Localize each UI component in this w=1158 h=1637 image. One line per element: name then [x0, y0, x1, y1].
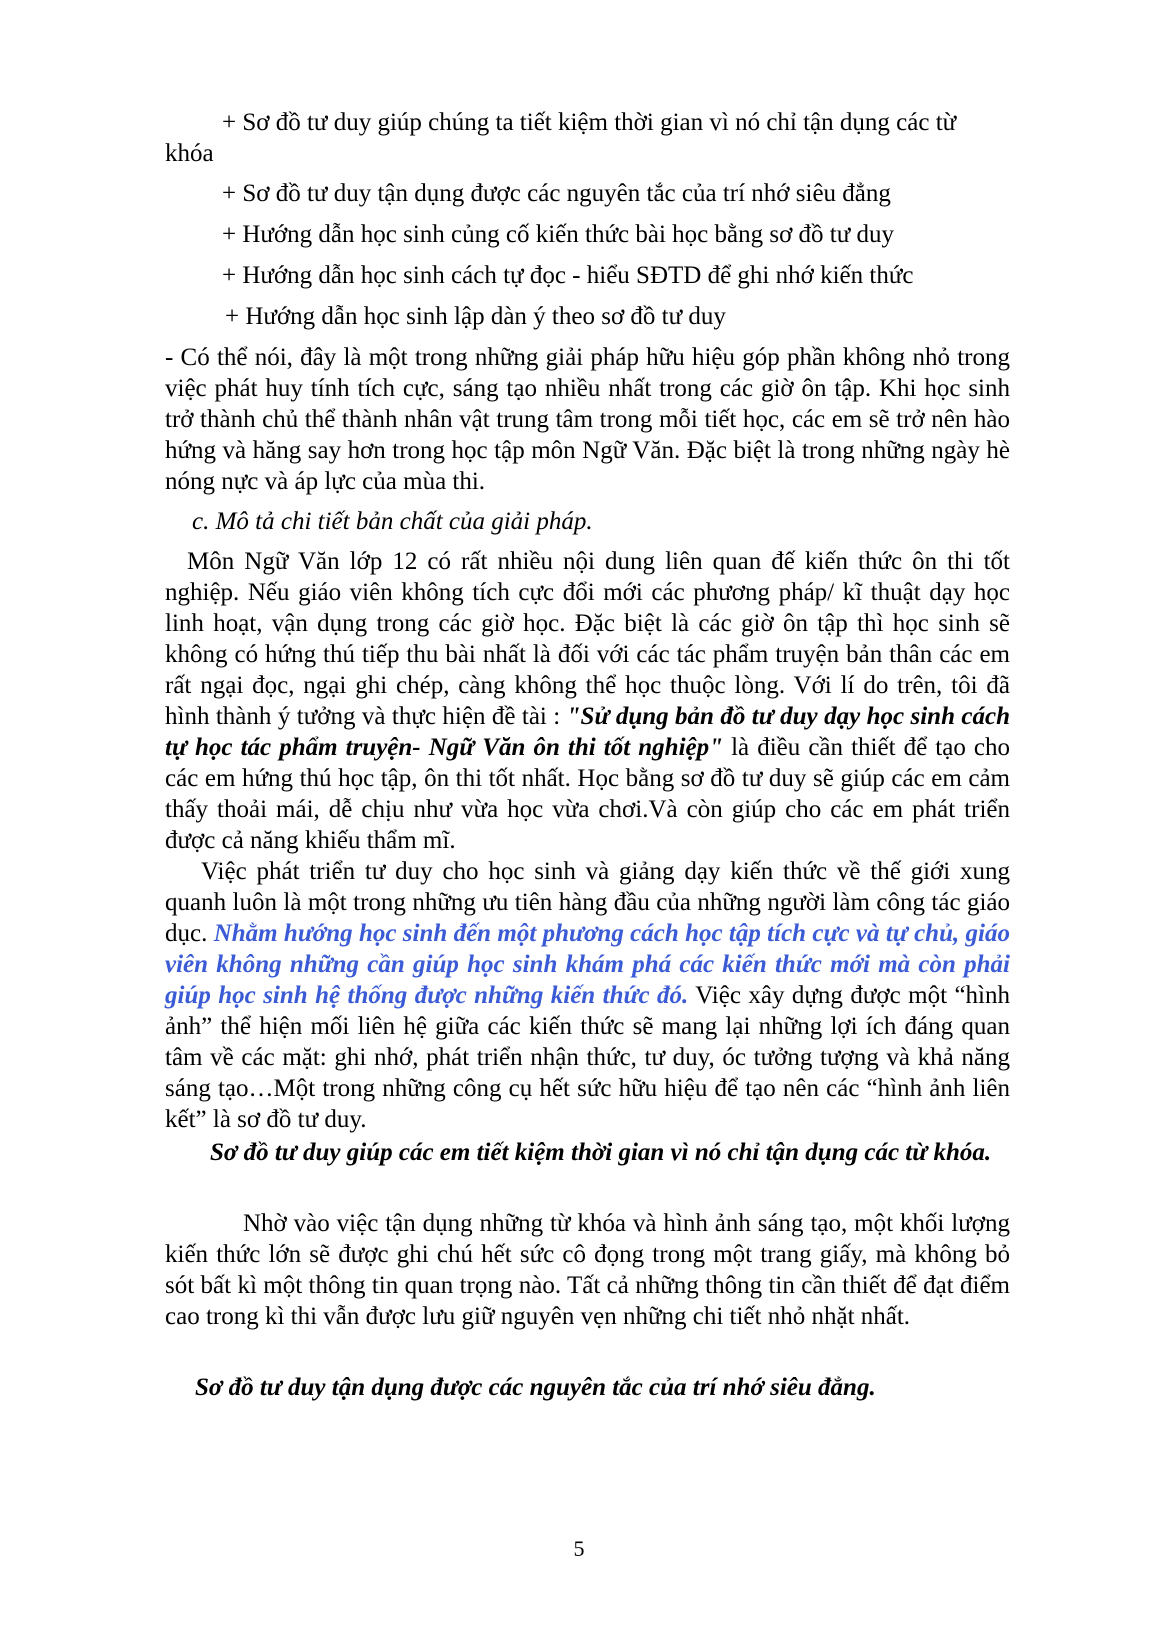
paragraph-development-text: Việc phát triển tư duy cho học sinh và giảng dạy kiến thức về thế giới xung quanh luôn là một trong những ưu tiên hàng đầu của những người làm công tác giáo dục. [165, 858, 1010, 947]
bullet-1-continued: khóa [165, 140, 214, 167]
highlighted-statement: Nhằm hướng học sinh đến một phương cách học tập tích cực và tự chủ, giáo viên không những cần giúp học sinh khám phá các kiến thức mới mà còn phải giúp học sinh hệ thống được những kiến thức đó. [165, 920, 1010, 1009]
subheading-super-memory: Sơ đồ tư duy tận dụng được các nguyên tắc của trí nhớ siêu đẳng. [195, 1374, 876, 1401]
section-heading-c: c. Mô tả chi tiết bản chất của giải pháp. [192, 508, 593, 535]
bullet-3: + Hướng dẫn học sinh củng cố kiến thức bài học bằng sơ đồ tư duy [222, 221, 895, 248]
bullet-5: + Hướng dẫn học sinh lập dàn ý theo sơ đồ tư duy [225, 303, 726, 330]
paragraph-development-end: Việc xây dựng được một “hình ảnh” thể hiện mối liên hệ giữa các kiến thức sẽ mang lại những lợi ích đáng quan tâm về các mặt: ghi nhớ, phát triển nhận thức, tư duy, óc tưởng tượng và khả năng sáng tạo…Một trong những công cụ hết sức hữu hiệu để tạo nên các “hình ảnh liên kết” là sơ đồ tư duy. [165, 982, 1011, 1133]
project-title: "Sử dụng bản đồ tư duy dạy học sinh cách tự học tác phẩm truyện- Ngữ Văn ôn thi tốt nghiệp" [165, 703, 1010, 761]
bullet-1: + Sơ đồ tư duy giúp chúng ta tiết kiệm thời gian vì nó chỉ tận dụng các từ [222, 109, 957, 136]
paragraph-description-end: là điều cần thiết để tạo cho các em hứng thú học tập, ôn thi tốt nhất. Học bằng sơ đồ tư duy sẽ giúp các em cảm thấy thoải mái, dễ chịu như vừa học vừa chơi.Và còn giúp cho các em phát triển được cả năng khiếu thẩm mĩ. [165, 734, 1010, 854]
paragraph-description [165, 546, 1010, 856]
page-number: 5 [573, 1536, 585, 1561]
paragraph-development [165, 856, 1010, 1135]
paragraph-keywords: Nhờ vào việc tận dụng những từ khóa và hình ảnh sáng tạo, một khối lượng kiến thức lớn sẽ được ghi chú hết sức cô đọng trong một trang giấy, mà không bỏ sót bất kì một thông tin quan trọng nào. Tất cả những thông tin cần thiết để đạt điểm cao trong kì thi vẫn được lưu giữ nguyên vẹn những chi tiết nhỏ nhặt nhất. [165, 1210, 1010, 1330]
bullet-2: + Sơ đồ tư duy tận dụng được các nguyên tắc của trí nhớ siêu đẳng [222, 180, 891, 207]
paragraph-description-text: Môn Ngữ Văn lớp 12 có rất nhiều nội dung liên quan đế kiến thức ôn thi tốt nghiệp. Nếu giáo viên không tích cực đổi mới các phương pháp/ kĩ thuật dạy học linh hoạt, vận dụng trong các giờ học. Đặc biệt là các giờ ôn tập thì học sinh sẽ không có hứng thú tiếp thu bài nhất là đối với các tác phẩm truyện bản thân các em rất ngại đọc, ngại ghi chép, càng không thể học thuộc lòng. Với lí do trên, tôi đã hình thành ý tưởng và thực hiện đề tài : [165, 548, 1010, 730]
paragraph-summary: - Có thể nói, đây là một trong những giải pháp hữu hiệu góp phần không nhỏ trong việc phát huy tính tích cực, sáng tạo nhiều nhất trong các giờ ôn tập. Khi học sinh trở thành chủ thể thành nhân vật trung tâm trong mỗi tiết học, các em sẽ trở nên hào hứng và hăng say hơn trong học tập môn Ngữ Văn. Đặc biệt là trong những ngày hè nóng nực và áp lực của mùa thi. [165, 344, 1010, 495]
subheading-save-time: Sơ đồ tư duy giúp các em tiết kiệm thời gian vì nó chỉ tận dụng các từ khóa. [210, 1139, 992, 1166]
bullet-4: + Hướng dẫn học sinh cách tự đọc - hiểu SĐTD để ghi nhớ kiến thức [222, 262, 914, 289]
